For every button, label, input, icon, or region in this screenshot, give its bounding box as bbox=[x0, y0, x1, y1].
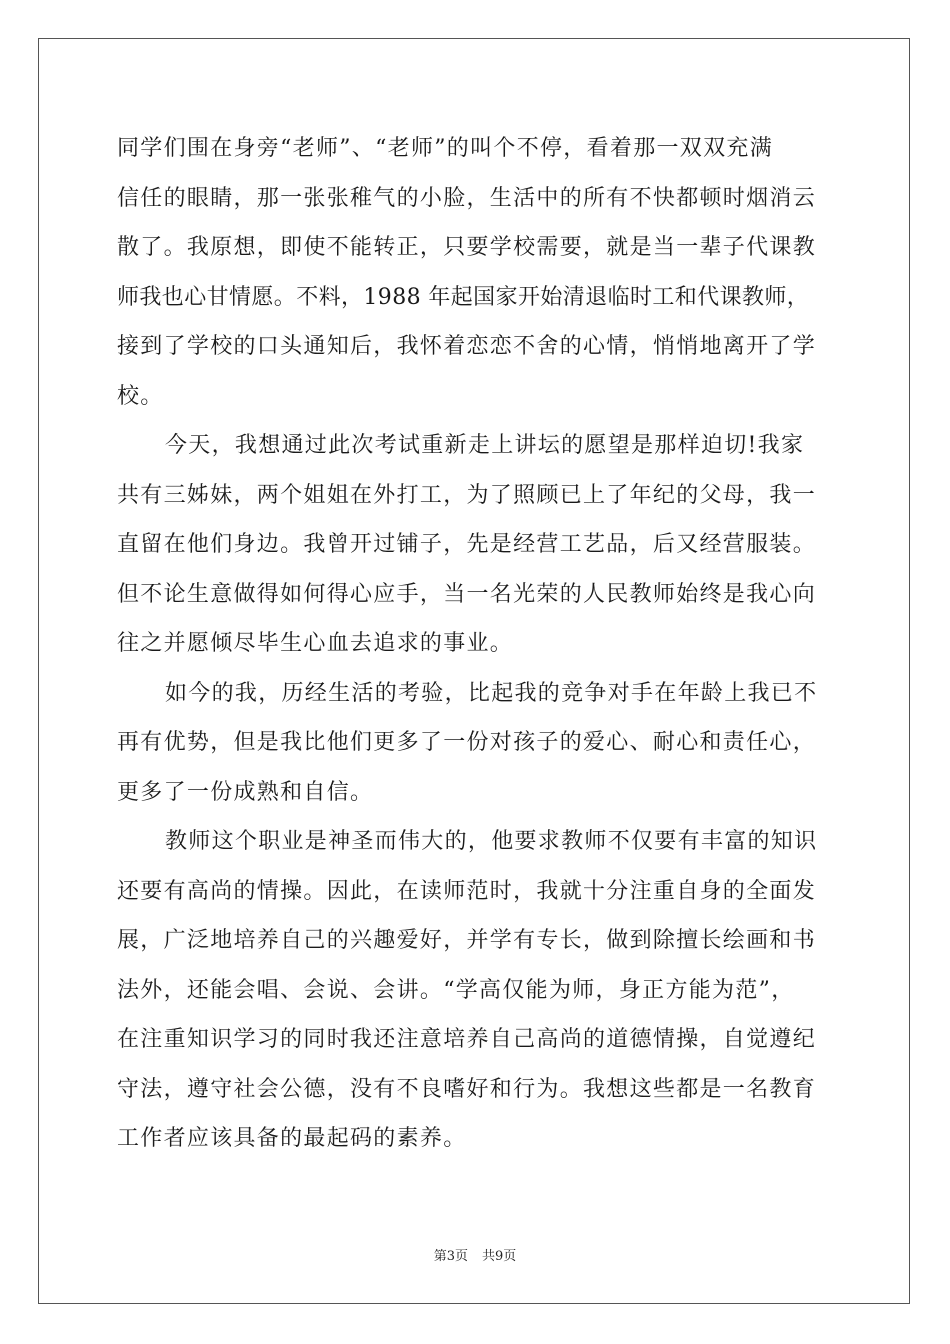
text-line: 往之并愿倾尽毕生心血去追求的事业。 bbox=[117, 631, 514, 656]
paragraph-start-line: 教师这个职业是神圣而伟大的，他要求教师不仅要有丰富的知识 bbox=[165, 829, 818, 854]
document-body bbox=[117, 124, 837, 1164]
text-line: 但不论生意做得如何得心应手，当一名光荣的人民教师始终是我心向 bbox=[117, 581, 817, 607]
text-line: 再有优势，但是我比他们更多了一份对孩子的爱心、耐心和责任心， bbox=[117, 730, 817, 755]
paragraph-start-line: 如今的我，历经生活的考验，比起我的竞争对手在年龄上我已不 bbox=[165, 680, 818, 706]
text-line: 散了。我原想，即使不能转正，只要学校需要，就是当一辈子代课教 bbox=[117, 235, 817, 260]
total-pages-label: 共9页 bbox=[482, 1249, 517, 1264]
text-line: 直留在他们身边。我曾开过铺子，先是经营工艺品，后又经营服装。 bbox=[117, 532, 817, 557]
text-line: 校。 bbox=[117, 383, 164, 409]
text-line: 守法，遵守社会公德，没有不良嗜好和行为。我想这些都是一名教育 bbox=[117, 1076, 817, 1102]
text-line: 在注重知识学习的同时我还注意培养自己高尚的道德情操，自觉遵纪 bbox=[117, 1027, 817, 1052]
text-line: 接到了学校的口头通知后，我怀着恋恋不舍的心情，悄悄地离开了学 bbox=[117, 334, 817, 359]
current-page-label: 第3页 bbox=[433, 1249, 468, 1264]
text-line: 展，广泛地培养自己的兴趣爱好，并学有专长，做到除擅长绘画和书 bbox=[117, 928, 817, 953]
text-line: 共有三姊妹，两个姐姐在外打工，为了照顾已上了年纪的父母，我一 bbox=[117, 482, 817, 508]
text-line: 法外，还能会唱、会说、会讲。“学高仅能为师，身正方能为范”， bbox=[117, 977, 795, 1003]
text-line: 工作者应该具备的最起码的素养。 bbox=[117, 1126, 467, 1151]
paragraph-start-line: 今天，我想通过此次考试重新走上讲坛的愿望是那样迫切!我家 bbox=[165, 433, 805, 458]
text-line: 师我也心甘情愿。不料，1988 年起国家开始清退临时工和代课教师， bbox=[117, 284, 810, 310]
text-line: 信任的眼睛，那一张张稚气的小脸，生活中的所有不快都顿时烟消云 bbox=[117, 185, 817, 211]
text-line: 同学们围在身旁“老师”、“老师”的叫个不停，看着那一双双充满 bbox=[117, 136, 773, 161]
text-line: 还要有高尚的情操。因此，在读师范时，我就十分注重自身的全面发 bbox=[117, 878, 817, 904]
page-footer bbox=[0, 1245, 950, 1264]
text-line: 更多了一份成熟和自信。 bbox=[117, 779, 374, 805]
